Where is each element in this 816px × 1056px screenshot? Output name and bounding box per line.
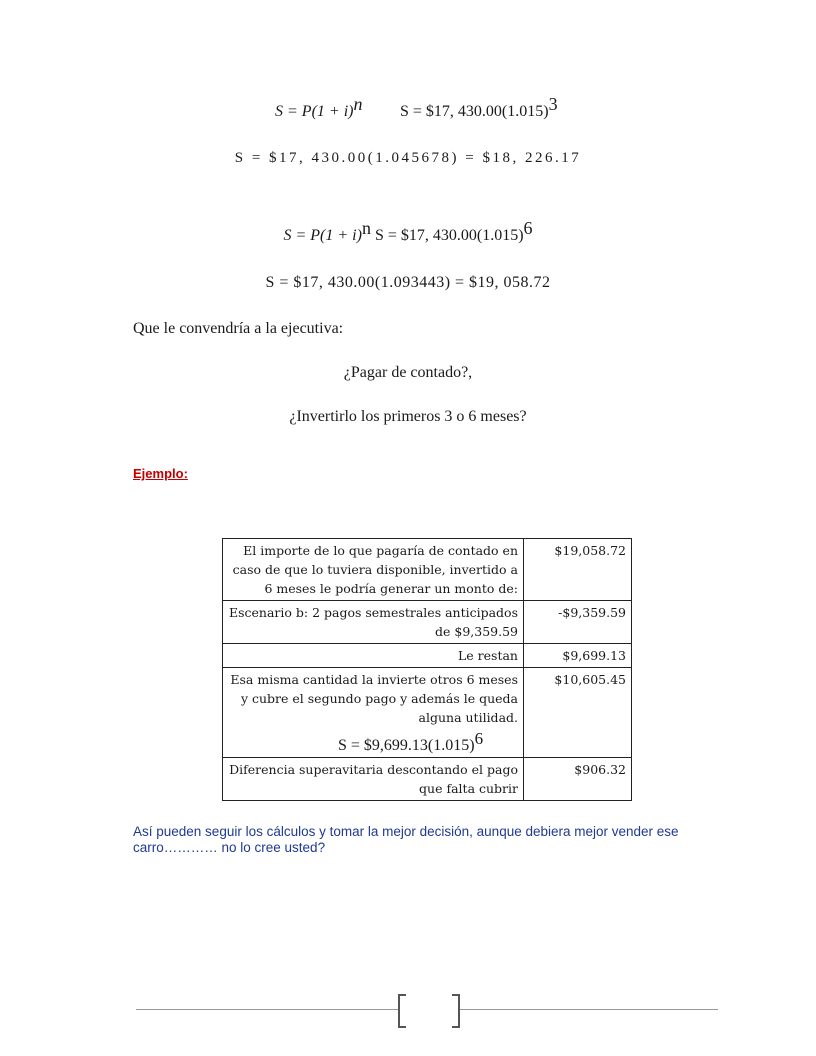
formula-compound-6-months: $S = P(1 + i)^n$ S = $17, $430.00(1.015)^6$ [283,218,533,244]
question-pay-cash: ¿Pagar de contado?, [343,364,473,381]
table-cell-description: Diferencia superavitaria descontando el pago que falta cubrir [223,758,524,801]
calculation-table [222,538,632,801]
table-row [223,758,632,801]
formula-result-3-months: S = $17, 430.00(1.045678) = $18, 226.17 [234,150,582,166]
formula-compound-3-months: S = $17, $430.00(1.015)^3$ [400,94,558,120]
question-invest: ¿Invertirlo los primeros 3 o 6 meses? [289,408,527,425]
table-cell-formula: $S = \$9,699.13(1.015)^6$ [338,729,484,754]
footer-rule-right [460,1009,718,1010]
table-cell-value: $9,699.13 [524,644,632,668]
table-cell-value: $10,605.45 [524,668,632,758]
formula-result-6-months: S = $17, 430.00(1.093443) = $19, 058.72 [265,274,551,291]
table-row [223,539,632,601]
table-cell-description: El importe de lo que pagaría de contado en caso de que lo tuviera disponible, invertido a 6 meses le podría generar un monto de: [223,539,524,601]
table-cell-description: Le restan [223,644,524,668]
table-row [223,668,632,758]
footer-bracket-left [398,994,406,1028]
footer-rule-left [136,1009,398,1010]
formula-compound-general: $S = P(1 + i)^n$ [275,94,363,120]
question-intro: Que le convendría a la ejecutiva: [133,320,344,337]
footer-bracket-right [452,994,460,1028]
table-cell-description [223,668,524,758]
table-cell-value: $906.32 [524,758,632,801]
table-row [223,644,632,668]
table-cell-value: $19,058.72 [524,539,632,601]
closing-note: Así pueden seguir los cálculos y tomar la mejor decisión, aunque debiera mejor vender ese carro………… no lo cree usted? [133,824,679,855]
table-cell-value: -$9,359.59 [524,601,632,644]
table-cell-description: Escenario b: 2 pagos semestrales anticipados de $9,359.59 [223,601,524,644]
example-label: Ejemplo: [133,466,188,481]
table-row [223,601,632,644]
table-cell-text: Esa misma cantidad la invierte otros 6 meses y cubre el segundo pago y además le queda alguna utilidad. [230,672,518,725]
